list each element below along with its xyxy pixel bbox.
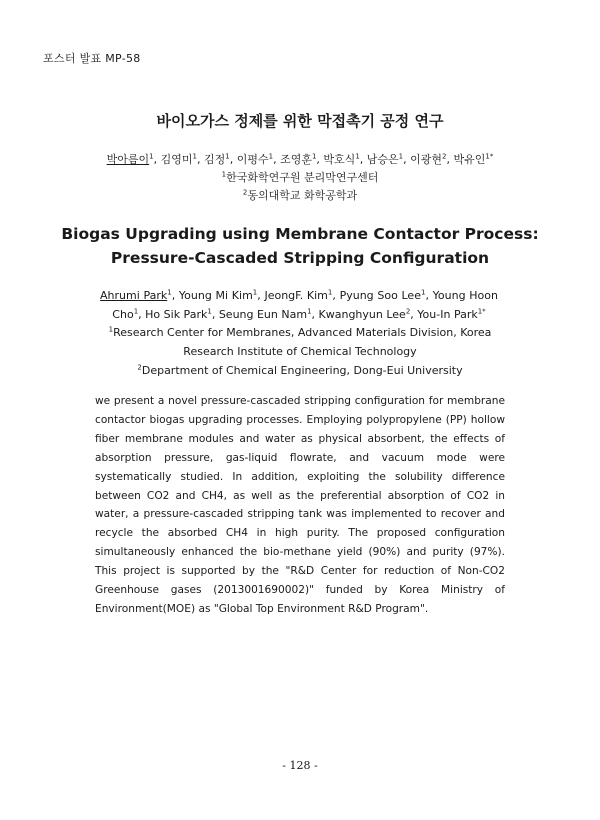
author-sup: 1 <box>149 152 154 161</box>
author-sup: 1 <box>167 288 172 297</box>
english-title <box>0 222 600 270</box>
english-affiliation-1-line-1 <box>0 323 600 342</box>
author-sup: 1* <box>485 152 494 161</box>
english-author <box>145 308 212 321</box>
author-sup: 1 <box>252 288 258 297</box>
author-name: 이광현 <box>410 153 443 166</box>
author-name: 김정 <box>203 153 226 166</box>
author-name: Kwanghyun Lee <box>318 308 406 321</box>
affiliation-text: Research Center for Membranes, Advanced Materials Division, Korea <box>113 326 492 339</box>
english-affiliation-1-line-2: Research Institute of Chemical Technology <box>183 345 417 358</box>
author-name: 박호식 <box>323 153 356 166</box>
english-author <box>340 289 426 302</box>
korean-author-presenter <box>107 153 154 166</box>
author-sup: 1 <box>307 307 312 316</box>
author-name: JeongF. Kim <box>264 289 328 302</box>
author-name: 이평수 <box>236 153 269 166</box>
english-author <box>264 289 332 302</box>
author-sup: 1 <box>192 152 197 161</box>
korean-author-block <box>0 151 600 205</box>
author-name: Ho Sik Park <box>145 308 208 321</box>
author-name: 박아름이 <box>106 153 150 166</box>
abstract-body: we present a novel pressure-cascaded stripping configuration for membrane contactor biogas upgrading processes. Employing polypropylene (PP) hollow fiber membrane modules and water as physical absorbent, the effects of absorption pressure, gas-liquid flowrate, and vacuum mode were systematically studied. In addition, exploiting the solubility difference between CO2 and CH4, as well as the preferential absorption of CO2 in water, a pressure-cascaded stripping tank was implemented to recover and recycle the absorbed CH4 in high purity. The proposed configuration simultaneously enhanced the bio-methane yield (90%) and purity (97%). This project is supported by the "R&D Center for reduction of Non-CO2 Greenhouse gases (201300169000​2)" funded by Korea Ministry of Environment(MOE) as "Global Top Environment R&D Program". <box>95 395 505 615</box>
author-sup: 1 <box>327 288 333 297</box>
page-number: - 128 - <box>282 759 318 772</box>
affiliation-text: 동의대학교 화학공학과 <box>247 189 358 202</box>
affiliation-sup: 1 <box>221 170 227 179</box>
affiliation-text: 한국화학연구원 분리막연구센터 <box>226 171 379 184</box>
author-sup: 1 <box>398 152 404 161</box>
author-name: Young Mi Kim <box>178 289 253 302</box>
korean-author <box>323 153 359 166</box>
author-sup: 2 <box>405 307 411 316</box>
english-author <box>179 289 257 302</box>
author-name: Ahrumi Park <box>100 289 168 302</box>
author-name: 남승은 <box>366 153 399 166</box>
author-sup: 1 <box>133 307 139 316</box>
korean-author <box>367 153 403 166</box>
korean-author <box>454 153 494 166</box>
english-affiliations <box>0 323 600 380</box>
korean-affiliation-1 <box>0 169 600 187</box>
author-name: Pyung Soo Lee <box>339 289 421 302</box>
korean-author <box>280 153 316 166</box>
author-sup: 2 <box>442 152 447 161</box>
korean-author <box>410 153 446 166</box>
english-author-list: Ahrumi Park$^1$, Young Mi Kim$^1$, JeongF. Kim$^1$, Pyung Soo Lee$^1$, Young Hoon Cho$^1$, Ho Sik Park$^1$, Seung Eun Nam$^1$, Kwanghyun Lee$^2$, You-In Park$^{1*}$ <box>100 288 498 321</box>
author-sup: 1 <box>355 152 360 161</box>
session-tag: 포스터 발표 MP-58 <box>43 52 141 65</box>
author-sup: 1 <box>207 307 212 316</box>
author-sup: 1* <box>477 307 486 316</box>
author-name: 김영미 <box>160 153 193 166</box>
english-title-line-1: Biogas Upgrading using Membrane Contactor Process: <box>61 225 539 243</box>
english-affiliation-2 <box>0 361 600 380</box>
author-sup: 1 <box>311 152 317 161</box>
author-name: You-In Park <box>417 308 478 321</box>
author-name: Young Hoon Cho <box>112 289 498 321</box>
korean-title: 바이오가스 정제를 위한 막접촉기 공정 연구 <box>156 112 444 130</box>
korean-author <box>161 153 197 166</box>
author-sup: 1 <box>225 152 230 161</box>
author-sup: 1 <box>268 152 274 161</box>
english-author <box>219 308 312 321</box>
author-name: 조영훈 <box>280 153 312 166</box>
author-name: 박유인 <box>453 153 486 166</box>
affiliation-text: Department of Chemical Engineering, Dong-Eui University <box>141 364 463 377</box>
korean-author <box>237 153 273 166</box>
korean-author <box>204 153 230 166</box>
english-author <box>417 308 485 321</box>
author-name: Seung Eun Nam <box>218 308 308 321</box>
affiliation-sup: 2 <box>137 363 142 372</box>
affiliation-sup: 1 <box>108 325 114 334</box>
affiliation-sup: 2 <box>242 188 248 197</box>
korean-affiliation-2 <box>0 187 600 205</box>
english-author <box>319 308 411 321</box>
author-sup: 1 <box>420 288 426 297</box>
korean-author-list: 박아름이$^1$, 김영미$^1$, 김정$^1$, 이평수$^1$, 조영훈$^1$, 박호식$^1$, 남승은$^1$, 이광현$^2$, 박유인$^{1*}$ <box>106 152 494 166</box>
english-author-presenter <box>100 289 172 302</box>
english-title-line-2: Pressure-Cascaded Stripping Configuration <box>110 249 490 267</box>
